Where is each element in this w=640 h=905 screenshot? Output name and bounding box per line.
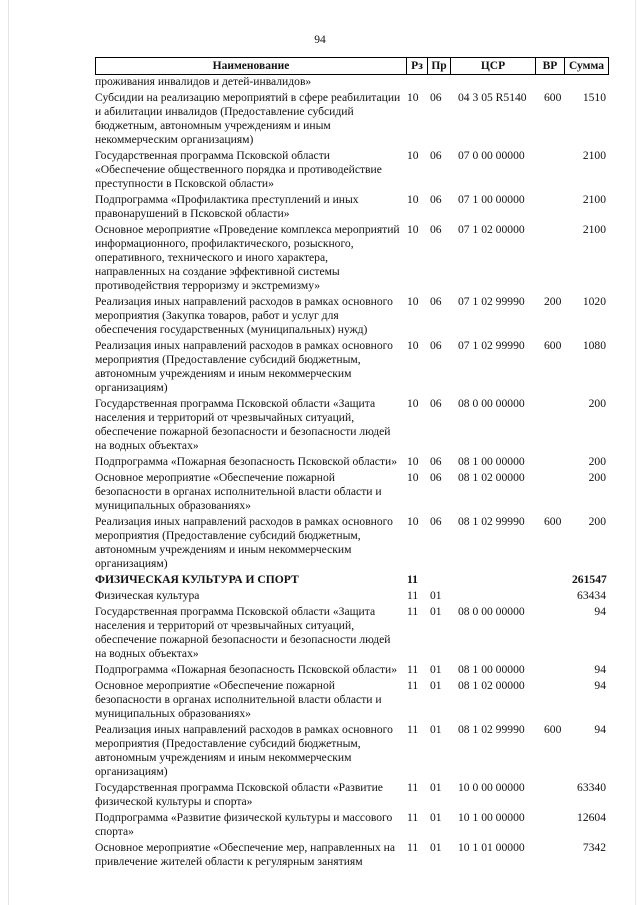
row-sum: 1510	[582, 91, 606, 104]
row-name: Субсидии на реализацию мероприятий в сфере реабилитации и абилитации инвалидов (Предоставление субсидий бюджетным, автономным учреждениям и иным некоммерческим организациям)	[95, 91, 401, 146]
row-name: Государственная программа Псковской области «Развитие физической культуры и спорта»	[95, 781, 383, 808]
row-name: Основное мероприятие «Обеспечение пожарной безопасности в органах исполнительной власти области и муниципальных образованиях»	[95, 679, 382, 720]
table-row	[95, 605, 609, 661]
row-vr	[542, 589, 572, 603]
row-rz	[405, 75, 427, 89]
row-name: Основное мероприятие «Обеспечение пожарной безопасности в органах исполнительной власти области и муниципальных образованиях»	[95, 471, 382, 512]
row-name: Государственная программа Псковской области «Защита населения и территорий от чрезвычайных ситуаций, обеспечение пожарной безопасности и безопасности людей на водных объектах»	[95, 605, 391, 660]
row-name: Основное мероприятие «Проведение комплекса мероприятий информационного, профилактического, розыскного, оперативного, технического и иного характера, направленных на создание эффективной системы противодействия терроризму и экстремизму»	[95, 223, 400, 292]
row-rz: 10	[407, 193, 419, 206]
row-sum: 94	[594, 679, 606, 692]
row-csr: 07 1 02 99990	[458, 339, 525, 352]
row-sum: 1080	[582, 339, 606, 352]
row-sum: 2100	[582, 149, 606, 162]
row-sum: 94	[594, 663, 606, 676]
table-row	[95, 781, 609, 809]
row-pr: 01	[430, 663, 442, 676]
row-pr: 01	[430, 605, 442, 618]
scan-edge-left	[8, 0, 9, 905]
row-vr: 600	[544, 91, 562, 104]
row-csr: 10 1 00 00000	[458, 811, 525, 824]
table-row	[95, 811, 609, 839]
table-row	[95, 679, 609, 721]
table-row	[95, 339, 609, 395]
row-vr	[542, 75, 572, 89]
row-vr	[542, 455, 572, 469]
row-rz: 11	[407, 589, 419, 602]
row-rz: 10	[407, 295, 419, 308]
scan-edge-right	[635, 0, 636, 905]
row-pr: 01	[430, 811, 442, 824]
row-sum: 200	[588, 471, 606, 484]
row-pr: 06	[430, 91, 442, 104]
row-sum: 200	[588, 397, 606, 410]
row-pr: 01	[430, 781, 442, 794]
row-sum: 94	[594, 605, 606, 618]
table-row	[95, 75, 609, 89]
header-csr: ЦСР	[450, 58, 535, 74]
row-name: Государственная программа Псковской области «Защита населения и территорий от чрезвычайных ситуаций, обеспечение пожарной безопасности и безопасности людей на водных объектах»	[95, 397, 391, 452]
row-pr: 01	[430, 723, 442, 736]
table-row	[95, 149, 609, 191]
row-pr: 06	[430, 455, 442, 468]
row-vr	[542, 471, 572, 513]
table-row	[95, 573, 609, 587]
header-name: Наименование	[212, 60, 290, 72]
row-vr	[542, 605, 572, 661]
header-pr: Пр	[427, 58, 450, 74]
row-csr: 08 0 00 00000	[458, 605, 525, 618]
table-header	[95, 57, 609, 75]
row-pr	[427, 573, 452, 587]
row-name: Реализация иных направлений расходов в рамках основного мероприятия (Предоставление субсидий бюджетным, автономным учреждениям и иным некоммерческим организациям)	[95, 339, 393, 394]
row-name: проживания инвалидов и детей-инвалидов»	[95, 75, 312, 88]
row-pr: 06	[430, 223, 442, 236]
row-rz: 11	[407, 811, 419, 824]
row-rz: 10	[407, 91, 419, 104]
row-rz: 11	[407, 781, 419, 794]
table-row	[95, 723, 609, 779]
row-pr: 01	[430, 679, 442, 692]
table-row	[95, 455, 609, 469]
row-vr: 600	[544, 723, 562, 736]
header-vr: ВР	[535, 58, 564, 74]
row-sum: 63340	[577, 781, 606, 794]
row-pr: 01	[430, 589, 442, 602]
row-csr: 08 1 00 00000	[458, 663, 525, 676]
row-rz: 10	[407, 397, 419, 410]
row-vr	[542, 573, 572, 587]
row-csr: 08 1 02 00000	[458, 679, 525, 692]
row-pr: 01	[430, 841, 442, 854]
table-row	[95, 663, 609, 677]
row-rz: 11	[407, 679, 419, 692]
row-sum	[572, 75, 609, 89]
header-sum: Сумма	[564, 58, 608, 74]
table-row	[95, 223, 609, 293]
row-pr: 06	[430, 149, 442, 162]
row-name: Подпрограмма «Профилактика преступлений и иных правонарушений в Псковской области»	[95, 193, 359, 220]
row-csr	[452, 589, 542, 603]
row-sum: 94	[594, 723, 606, 736]
row-sum: 63434	[577, 589, 606, 602]
row-vr	[542, 811, 572, 839]
row-sum: 12604	[577, 811, 606, 824]
row-csr: 08 0 00 00000	[458, 397, 525, 410]
page-number: 94	[314, 34, 326, 46]
row-csr: 07 0 00 00000	[458, 149, 525, 162]
header-rz: Рз	[406, 58, 427, 74]
row-csr: 07 1 02 99990	[458, 295, 525, 308]
row-vr	[542, 193, 572, 221]
row-rz: 11	[407, 841, 419, 854]
row-name: Физическая культура	[95, 589, 200, 602]
row-vr	[542, 663, 572, 677]
row-csr: 07 1 02 00000	[458, 223, 525, 236]
table-row	[95, 397, 609, 453]
row-vr: 600	[544, 339, 562, 352]
row-name: Реализация иных направлений расходов в рамках основного мероприятия (Предоставление субсидий бюджетным, автономным учреждениям и иным некоммерческим организациям)	[95, 723, 393, 778]
row-vr: 600	[544, 515, 562, 528]
row-vr	[542, 223, 572, 293]
row-name: Подпрограмма «Пожарная безопасность Псковской области»	[95, 455, 398, 468]
row-sum: 261547	[572, 573, 607, 586]
row-pr: 06	[430, 295, 442, 308]
row-name: Основное мероприятие «Обеспечение мер, направленных на привлечение жителей области к регулярным занятиям	[95, 841, 396, 868]
row-vr	[542, 841, 572, 869]
row-sum: 2100	[582, 193, 606, 206]
table-body	[95, 75, 609, 869]
row-pr: 06	[430, 193, 442, 206]
row-name: Государственная программа Псковской области «Обеспечение общественного порядка и противодействие преступности в Псковской области»	[95, 149, 382, 190]
row-csr: 08 1 00 00000	[458, 455, 525, 468]
row-pr: 06	[430, 339, 442, 352]
budget-table	[95, 57, 609, 869]
row-csr: 08 1 02 99990	[458, 723, 525, 736]
row-csr: 08 1 02 99990	[458, 515, 525, 528]
row-name: Реализация иных направлений расходов в рамках основного мероприятия (Закупка товаров, работ и услуг для обеспечения государственных (муниципальных) нужд)	[95, 295, 393, 336]
row-rz: 10	[407, 339, 419, 352]
row-pr: 06	[430, 515, 442, 528]
row-rz: 10	[407, 471, 419, 484]
row-vr	[542, 149, 572, 191]
row-rz: 10	[407, 223, 419, 236]
row-name: ФИЗИЧЕСКАЯ КУЛЬТУРА И СПОРТ	[95, 573, 299, 586]
row-vr: 200	[544, 295, 562, 308]
row-csr	[452, 75, 542, 89]
row-rz: 11	[407, 723, 419, 736]
row-vr	[542, 679, 572, 721]
table-row	[95, 193, 609, 221]
table-row	[95, 589, 609, 603]
row-pr: 06	[430, 397, 442, 410]
row-rz: 10	[407, 149, 419, 162]
row-name: Реализация иных направлений расходов в рамках основного мероприятия (Предоставление субсидий бюджетным, автономным учреждениям и иным некоммерческим организациям)	[95, 515, 393, 570]
row-csr: 08 1 02 00000	[458, 471, 525, 484]
row-rz: 11	[407, 605, 419, 618]
table-row	[95, 515, 609, 571]
row-sum: 7342	[582, 841, 606, 854]
row-sum: 2100	[582, 223, 606, 236]
row-csr	[452, 573, 542, 587]
row-pr	[427, 75, 452, 89]
table-row	[95, 91, 609, 147]
row-rz: 11	[407, 573, 418, 586]
row-sum: 200	[588, 455, 606, 468]
row-vr	[542, 397, 572, 453]
row-name: Подпрограмма «Развитие физической культуры и массового спорта»	[95, 811, 393, 838]
row-csr: 07 1 00 00000	[458, 193, 525, 206]
table-row	[95, 295, 609, 337]
row-csr: 04 3 05 R5140	[458, 91, 527, 104]
row-vr	[542, 781, 572, 809]
row-rz: 10	[407, 455, 419, 468]
table-row	[95, 471, 609, 513]
row-rz: 10	[407, 515, 419, 528]
row-sum: 200	[588, 515, 606, 528]
row-csr: 10 1 01 00000	[458, 841, 525, 854]
table-row	[95, 841, 609, 869]
row-sum: 1020	[582, 295, 606, 308]
row-pr: 06	[430, 471, 442, 484]
row-csr: 10 0 00 00000	[458, 781, 525, 794]
row-name: Подпрограмма «Пожарная безопасность Псковской области»	[95, 663, 398, 676]
row-rz: 11	[407, 663, 419, 676]
